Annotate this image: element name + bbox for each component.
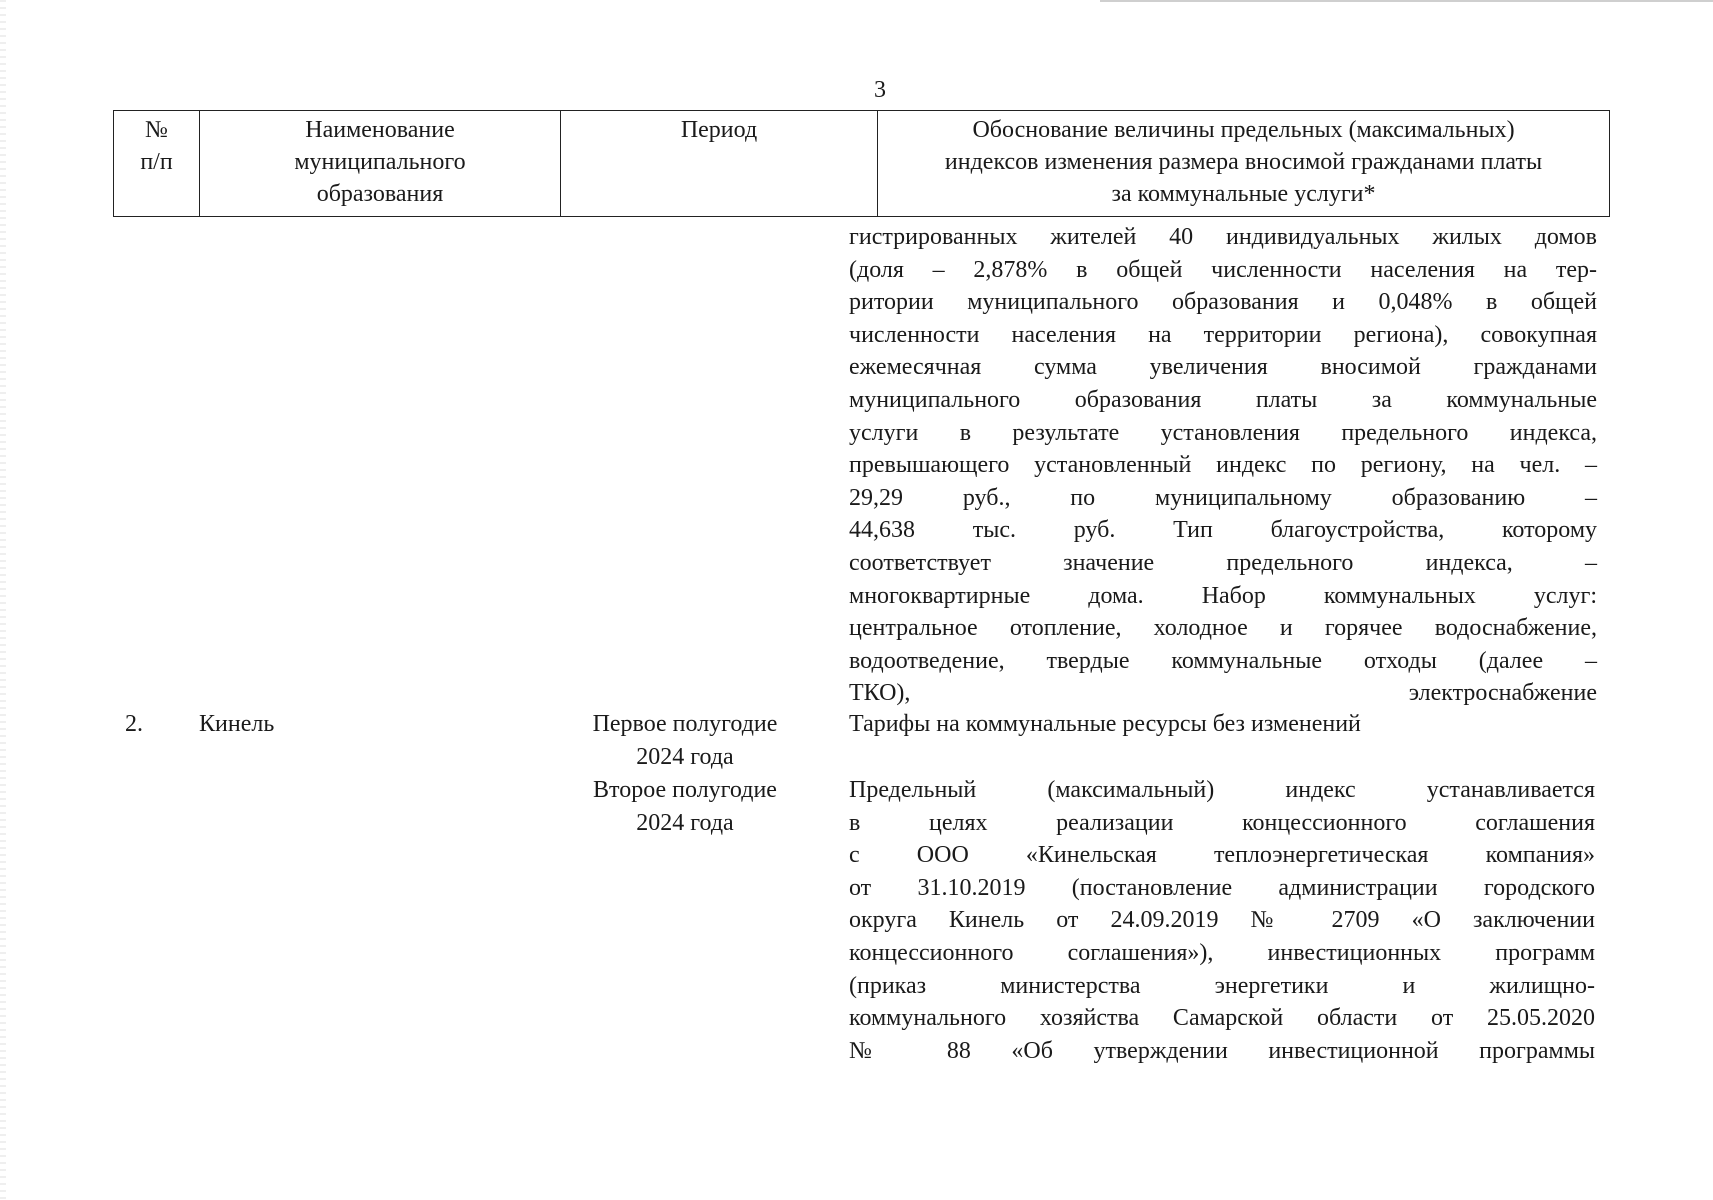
period-line: 2024 года xyxy=(636,809,734,836)
justification-line: в целях реализации концессионного соглашения xyxy=(849,809,1595,836)
period-line: Первое полугодие xyxy=(592,711,778,737)
period-line: 2024 года xyxy=(636,743,734,770)
header-col-period xyxy=(561,111,878,217)
continuation-line: водоотведение, твердые коммунальные отходы (далее – xyxy=(849,647,1597,674)
continuation-paragraph xyxy=(849,221,1597,710)
justification-line: концессионного соглашения»), инвестиционных программ xyxy=(849,939,1595,966)
continuation-line: (доля – 2,878% в общей численности населения на тер- xyxy=(849,256,1597,283)
header-col-name-line: Наименование xyxy=(305,117,455,143)
header-col-number-line: п/п xyxy=(140,149,173,175)
continuation-line: численности населения на территории региона), совокупная xyxy=(849,321,1597,348)
header-col-justification-line: за коммунальные услуги* xyxy=(1111,181,1376,207)
continuation-line: ритории муниципального образования и 0,048% в общей xyxy=(849,289,1597,316)
continuation-line: гистрированных жителей 40 индивидуальных жилых домов xyxy=(849,224,1597,250)
header-col-name-line: муниципального xyxy=(294,149,466,175)
header-col-name xyxy=(200,111,561,217)
period-first-half xyxy=(555,708,815,773)
continuation-line: 29,29 руб., по муниципальному образованию – xyxy=(849,484,1597,511)
scan-top-artifact xyxy=(1100,0,1713,2)
header-col-number xyxy=(114,111,200,217)
tariffs-text: Тарифы на коммунальные ресурсы без изменений xyxy=(849,711,1361,737)
header-col-period-line: Период xyxy=(680,117,758,143)
continuation-line: 44,638 тыс. руб. Тип благоустройства, которому xyxy=(849,517,1597,544)
row-number: 2. xyxy=(125,711,143,737)
continuation-line: ежемесячная сумма увеличения вносимой гражданами xyxy=(849,354,1597,381)
period-line: Второе полугодие xyxy=(593,777,777,803)
scan-edge-artifact xyxy=(0,0,6,1200)
justification-line: Предельный (максимальный) индекс устанавливается xyxy=(849,777,1595,803)
municipality-name: Кинель xyxy=(199,711,275,737)
justification-line: с ООО «Кинельская теплоэнергетическая компания» xyxy=(849,842,1595,869)
continuation-line: услуги в результате установления предельного индекса, xyxy=(849,419,1597,446)
header-col-justification-line: индексов изменения размера вносимой гражданами платы xyxy=(944,149,1543,175)
header-col-name-line: образования xyxy=(316,181,444,207)
justification-paragraph xyxy=(849,774,1595,1067)
continuation-line: многоквартирные дома. Набор коммунальных услуг: xyxy=(849,582,1597,609)
justification-line: от 31.10.2019 (постановление администрации городского xyxy=(849,874,1595,901)
table-header xyxy=(113,110,1610,217)
period-second-half xyxy=(555,774,815,839)
justification-line: округа Кинель от 24.09.2019 № 2709 «О заключении xyxy=(849,907,1595,934)
header-col-number-line: № xyxy=(145,117,168,143)
continuation-line: превышающего установленный индекс по региону, на чел. – xyxy=(849,452,1597,479)
continuation-line-last: ТКО), электроснабжение xyxy=(849,680,1597,707)
justification-line: (приказ министерства энергетики и жилищно- xyxy=(849,972,1595,999)
header-col-justification-line: Обоснование величины предельных (максимальных) xyxy=(972,117,1515,143)
page-number: 3 xyxy=(874,77,886,103)
continuation-line: соответствует значение предельного индекса, – xyxy=(849,549,1597,576)
continuation-line: центральное отопление, холодное и горячее водоснабжение, xyxy=(849,615,1597,642)
justification-line: № 88 «Об утверждении инвестиционной программы xyxy=(849,1037,1595,1064)
justification-line: коммунального хозяйства Самарской области от 25.05.2020 xyxy=(849,1005,1595,1032)
continuation-line: муниципального образования платы за коммунальные xyxy=(849,386,1597,413)
header-col-justification xyxy=(878,111,1610,217)
